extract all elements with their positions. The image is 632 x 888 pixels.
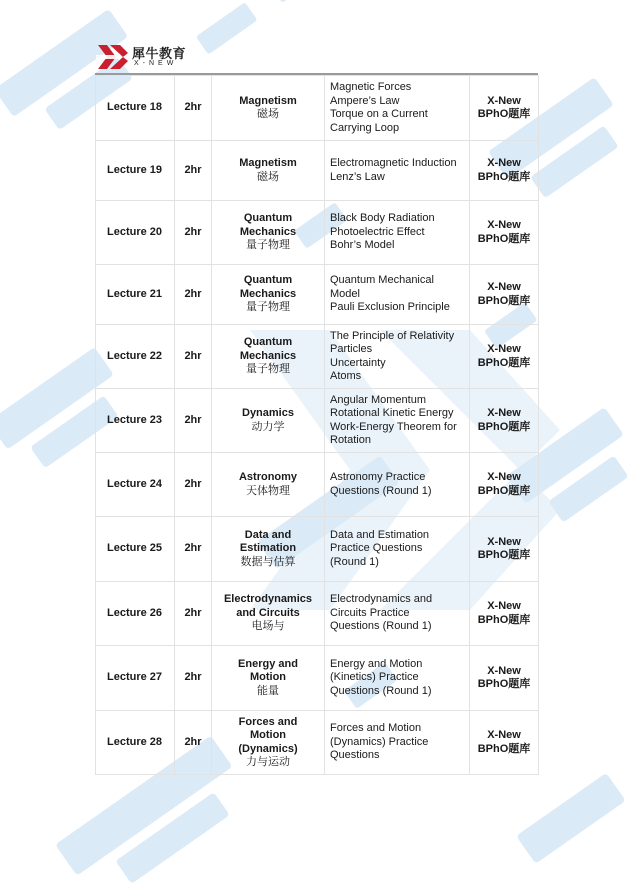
lecture-duration: 2hr [175,76,212,141]
lecture-content [325,325,470,389]
source-line: BPhO题库 [477,294,531,307]
lecture-duration: 2hr [175,201,212,265]
lecture-number: Lecture 24 [96,453,175,517]
topic-chinese: 力与运动 [246,756,290,768]
topic-chinese: 量子物理 [246,301,290,314]
content-line: Angular Momentum [330,393,426,406]
content-line: Bohr’s Model [330,239,395,252]
lecture-content [325,453,470,517]
source-line: X-New [487,535,521,548]
lecture-number: Lecture 23 [96,389,175,453]
content-line: Torque on a Current [330,108,428,120]
topic-english-line: Mechanics [239,287,297,300]
question-source [470,76,539,141]
source-line: X-New [487,94,521,107]
content-line: Questions (Round 1) [330,484,432,497]
source-line: X-New [487,281,521,293]
lecture-number: Lecture 26 [96,582,175,646]
logo-chinese-text: 犀牛教育 [132,46,187,61]
content-line: Questions [330,749,380,762]
content-line: Forces and Motion [330,722,422,735]
lecture-number: Lecture 19 [96,141,175,201]
lecture-content [325,711,470,775]
source-line: X-New [487,729,521,741]
lecture-topic [212,76,325,141]
content-line: Lenz’s Law [330,170,385,183]
topic-english-line: Mechanics [239,349,297,362]
lecture-topic [212,711,325,775]
lecture-duration: 2hr [175,389,212,453]
topic-english-line: Motion [249,671,287,684]
topic-english-line: Dynamics [242,407,294,419]
topic-english-line: Electrodynamics [223,593,313,606]
source-line: X-New [487,664,521,677]
content-line: (Dynamics) Practice [330,735,429,748]
source-line: BPhO题库 [477,108,531,120]
lecture-topic [212,265,325,325]
lecture-number: Lecture 25 [96,517,175,582]
topic-english-line: Motion [249,729,287,741]
content-line: (Round 1) [330,555,379,568]
lecture-number: Lecture 28 [96,711,175,775]
source-line: BPhO题库 [477,356,531,369]
lecture-content [325,582,470,646]
source-line: BPhO题库 [477,678,531,690]
content-line: Rotational Kinetic Energy [330,407,454,419]
topic-english-line: Quantum [243,212,293,225]
topic-english-line: (Dynamics) [238,742,298,755]
source-line: X-New [487,343,521,355]
lecture-duration: 2hr [175,141,212,201]
question-source [470,582,539,646]
lecture-duration: 2hr [175,711,212,775]
topic-chinese: 量子物理 [246,363,290,376]
topic-english-line: Astronomy [238,471,298,483]
content-line: Particles [330,343,373,355]
lecture-duration: 2hr [175,265,212,325]
lecture-content [325,201,470,265]
table-row [96,517,539,582]
source-line: X-New [487,407,521,419]
content-line: Atoms [330,370,362,382]
content-line: Pauli Exclusion Principle [330,301,450,314]
source-line: BPhO题库 [477,484,531,497]
lecture-topic [212,141,325,201]
lecture-content [325,76,470,141]
content-line: Electromagnetic Induction [330,157,457,169]
lecture-content [325,517,470,582]
topic-chinese: 动力学 [251,420,285,433]
content-line: Quantum Mechanical [330,274,434,287]
topic-chinese: 能量 [257,684,279,697]
lecture-number: Lecture 18 [96,76,175,141]
topic-chinese: 天体物理 [246,484,290,497]
lecture-topic [212,325,325,389]
x-logo-icon [96,43,130,71]
question-source [470,201,539,265]
content-line: Work-Energy Theorem for [330,420,457,433]
table-row [96,325,539,389]
content-line: Rotation [330,434,371,446]
content-line: Questions (Round 1) [330,684,432,697]
content-line: Model [330,287,360,300]
topic-english-line: Mechanics [239,225,297,238]
content-line: Carrying Loop [330,121,400,134]
lecture-duration: 2hr [175,325,212,389]
lecture-topic [212,453,325,517]
content-line: (Kinetics) Practice [330,671,419,684]
topic-chinese: 电场与 [251,620,285,633]
topic-chinese: 磁场 [257,170,279,183]
content-line: Practice Questions [330,542,423,555]
source-line: X-New [487,600,521,612]
content-line: The Principle of Relativity [330,329,455,342]
source-line: BPhO题库 [477,613,531,626]
table-row [96,76,539,141]
topic-english-line: Magnetism [239,94,297,107]
source-line: BPhO题库 [477,549,531,561]
content-line: Energy and Motion [330,657,423,670]
question-source [470,646,539,711]
lecture-duration: 2hr [175,517,212,582]
source-line: BPhO题库 [477,170,531,183]
content-line: Electrodynamics and [330,593,433,606]
logo-english-text: X-NEW [134,60,178,67]
topic-english-line: and Circuits [236,606,300,619]
content-line: Magnetic Forces [330,81,412,93]
topic-english-line: Quantum [243,274,293,287]
question-source [470,453,539,517]
lecture-topic [212,201,325,265]
topic-english-line: Data and [244,528,292,541]
table-row [96,265,539,325]
content-line: Ampere’s Law [330,94,400,107]
topic-chinese: 数据与估算 [240,555,296,568]
content-line: Data and Estimation [330,528,430,541]
source-line: BPhO题库 [477,420,531,433]
table-row [96,201,539,265]
source-line: X-New [487,219,521,231]
lecture-topic [212,389,325,453]
lecture-content [325,646,470,711]
lecture-number: Lecture 21 [96,265,175,325]
lecture-content [325,141,470,201]
table-row [96,646,539,711]
topic-english-line: Magnetism [239,157,297,169]
question-source [470,389,539,453]
topic-english-line: Quantum [243,336,293,349]
topic-english-line: Energy and [238,657,298,670]
content-line: Questions (Round 1) [330,620,432,633]
question-source [470,711,539,775]
table-row [96,453,539,517]
content-line: Uncertainty [330,356,386,369]
content-line: Photoelectric Effect [330,225,425,238]
topic-english-line: Forces and [238,715,298,728]
lecture-content [325,389,470,453]
lecture-schedule-table [95,75,539,775]
question-source [470,517,539,582]
lecture-topic [212,582,325,646]
question-source [470,265,539,325]
source-line: BPhO题库 [477,232,531,245]
lecture-number: Lecture 20 [96,201,175,265]
content-line: Circuits Practice [330,606,410,619]
question-source [470,325,539,389]
topic-chinese: 量子物理 [246,239,290,252]
content-line: Black Body Radiation [330,212,435,225]
table-row [96,711,539,775]
table-row [96,389,539,453]
table-row [96,582,539,646]
question-source [470,141,539,201]
content-line: Astronomy Practice [330,471,426,483]
source-line: BPhO题库 [477,742,531,755]
lecture-number: Lecture 27 [96,646,175,711]
lecture-duration: 2hr [175,582,212,646]
lecture-content [325,265,470,325]
topic-chinese: 磁场 [257,108,279,120]
lecture-duration: 2hr [175,453,212,517]
lecture-topic [212,646,325,711]
table-row [96,141,539,201]
lecture-number: Lecture 22 [96,325,175,389]
lecture-duration: 2hr [175,646,212,711]
source-line: X-New [487,471,521,483]
topic-english-line: Estimation [239,542,297,555]
source-line: X-New [487,157,521,169]
lecture-topic [212,517,325,582]
header-divider [95,73,538,75]
